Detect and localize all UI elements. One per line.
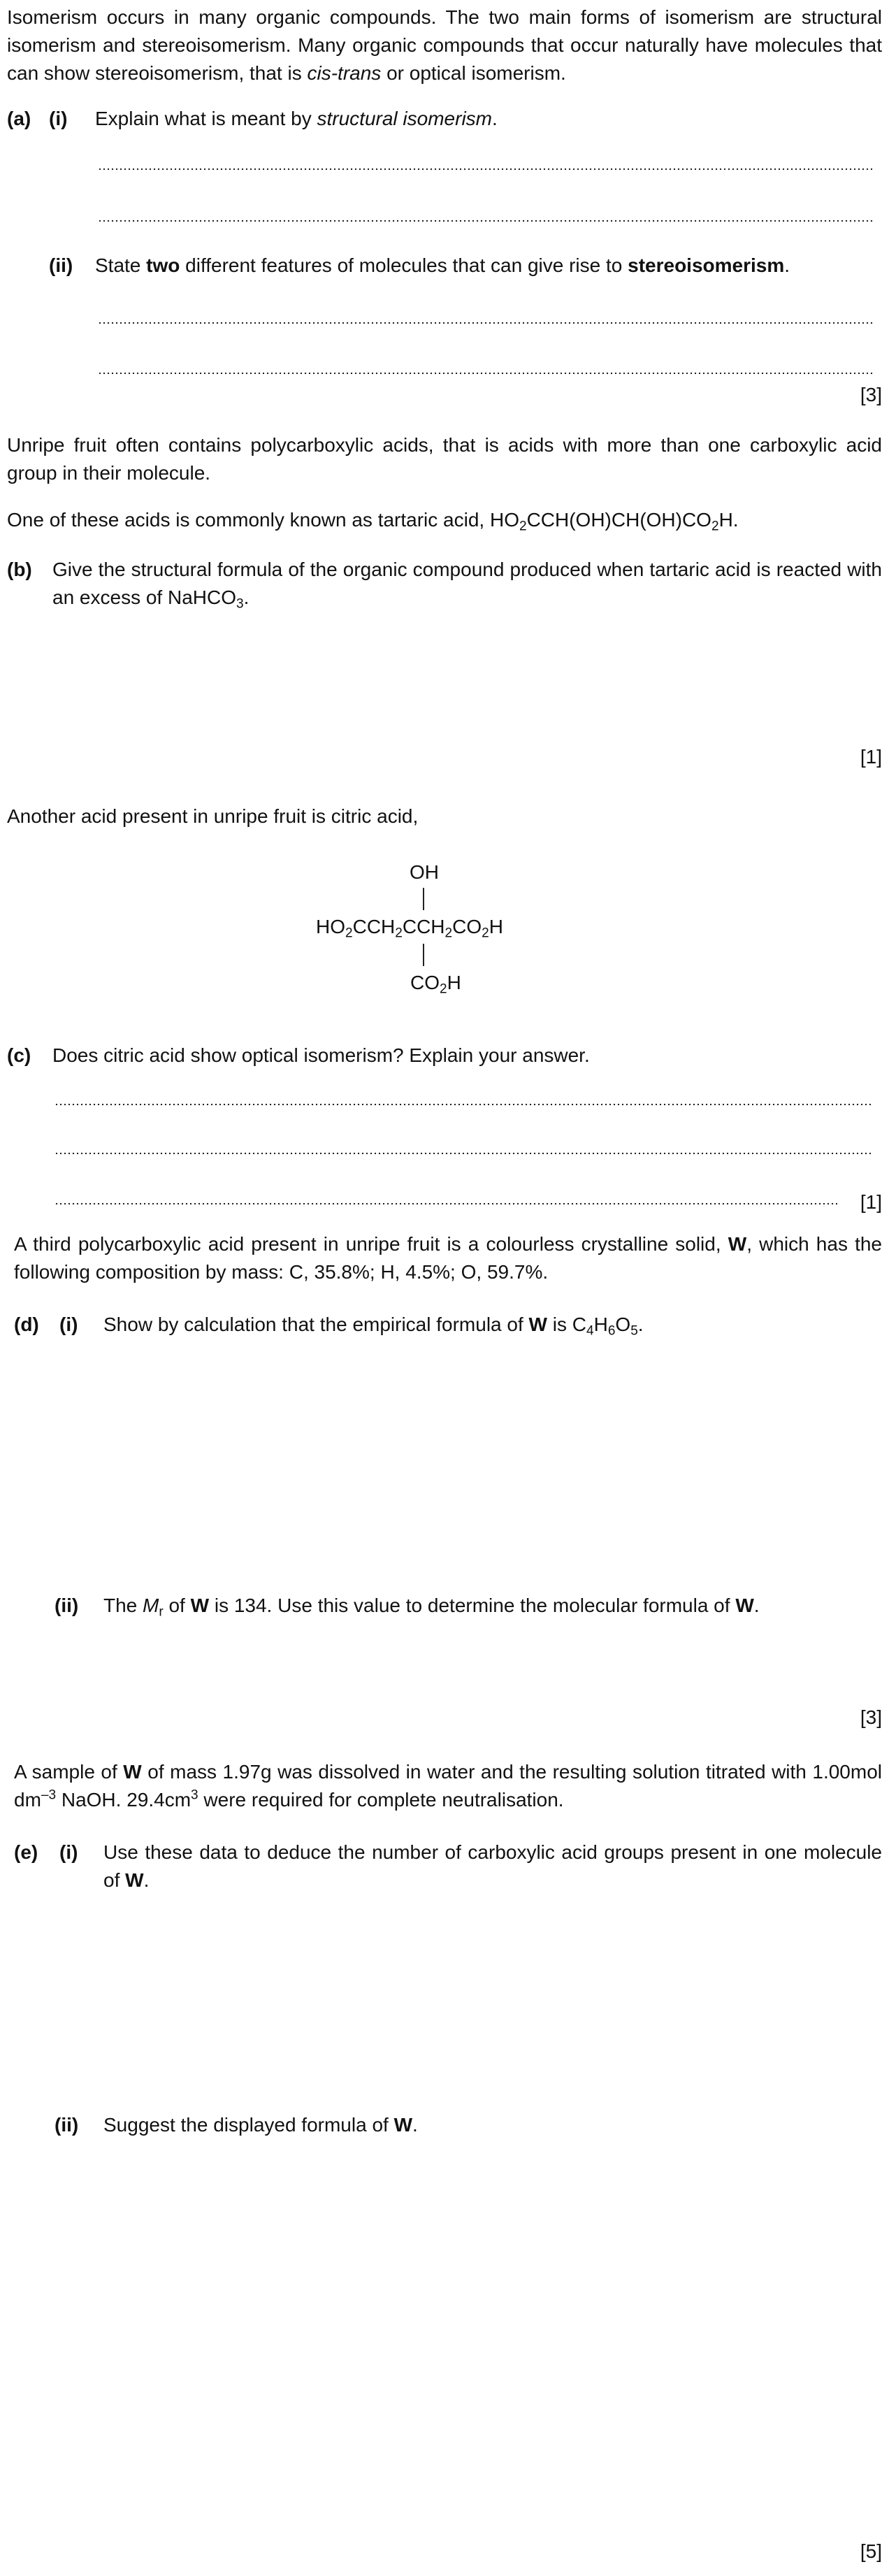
intro-text-end: or optical isomerism. xyxy=(386,62,566,84)
question-e-i-label: (i) xyxy=(59,1841,78,1863)
marks-a: [3] xyxy=(860,384,882,405)
intro-text: Isomerism occurs in many organic compounds. The two main forms of isomerism are structural isomerism and stereoisomerism. Many organic compounds that occur naturally have molecules that can show stereoisomerism, that is xyxy=(7,6,882,84)
answer-line[interactable] xyxy=(98,372,874,375)
structure-co2h: $CO_2H$ xyxy=(410,972,461,997)
marks-e: [5] xyxy=(860,2540,882,2562)
structure-oh: OH xyxy=(410,861,439,883)
question-c-label: (c) xyxy=(7,1044,31,1066)
question-e-ii-label: (ii) xyxy=(55,2114,79,2136)
context-paragraph-5: A sample of W of mass 1.97g was dissolved in water and the resulting solution titrated with 1.00mol $dm^{-3}$ NaOH. $29.4cm^3$ were required for complete neutralisation. xyxy=(14,1761,882,1811)
answer-line[interactable] xyxy=(98,168,874,171)
question-a-ii-text: State two different features of molecules that can give rise to stereoisomerism. xyxy=(95,254,790,276)
answer-line[interactable] xyxy=(98,322,874,324)
intro-italic: cis-trans xyxy=(307,62,382,84)
question-b-text: Give the structural formula of the organic compound produced when tartaric acid is reacted with an excess of NaHCO$_3$. xyxy=(52,559,882,612)
marks-b: [1] xyxy=(860,746,882,768)
question-e-label: (e) xyxy=(14,1841,38,1863)
question-e-ii-text: Suggest the displayed formula of W. xyxy=(103,2114,418,2136)
answer-line[interactable] xyxy=(55,1103,874,1106)
question-d-ii-label: (ii) xyxy=(55,1595,79,1616)
structure-main-chain: $HO_2CCH_2CCH_2CO_2H$ xyxy=(316,916,503,941)
bond-bottom xyxy=(423,944,424,966)
answer-line[interactable] xyxy=(98,220,874,222)
question-d-label: (d) xyxy=(14,1314,39,1335)
answer-line[interactable] xyxy=(55,1152,874,1155)
context-paragraph-3: Another acid present in unripe fruit is citric acid, xyxy=(7,805,419,827)
question-d-i-label: (i) xyxy=(59,1314,78,1335)
marks-c: [1] xyxy=(860,1191,882,1213)
question-a-ii-label: (ii) xyxy=(49,254,73,276)
question-b-label: (b) xyxy=(7,559,32,580)
marks-d: [3] xyxy=(860,1706,882,1728)
question-a-i-label: (i) xyxy=(49,108,68,129)
question-d-ii-text: The $M_r$ of W is 134. Use this value to determine the molecular formula of W. xyxy=(103,1595,760,1620)
question-a-label: (a) xyxy=(7,108,31,129)
intro-paragraph xyxy=(7,3,882,87)
question-e-i-text: Use these data to deduce the number of carboxylic acid groups present in one molecule of W. xyxy=(103,1841,882,1891)
context-paragraph-4: A third polycarboxylic acid present in unripe fruit is a colourless crystalline solid, W, which has the following composition by mass: C, 35.8%; H, 4.5%; O, 59.7%. xyxy=(14,1233,882,1283)
bond-top xyxy=(423,888,424,910)
question-d-i-text: Show by calculation that the empirical formula of W is $C_4H_6O_5$. xyxy=(103,1314,644,1339)
tartaric-formula: $HO_2CCH(OH)CH(OH)CO_2H$. xyxy=(489,509,739,534)
context-paragraph-2: One of these acids is commonly known as tartaric acid, $HO_2CCH(OH)CH(OH)CO_2H$. xyxy=(7,509,739,534)
context-paragraph-1: Unripe fruit often contains polycarboxylic acids, that is acids with more than one carboxylic acid group in their molecule. xyxy=(7,434,882,484)
answer-line[interactable] xyxy=(55,1202,837,1205)
question-c-text: Does citric acid show optical isomerism? Explain your answer. xyxy=(52,1044,590,1066)
question-a-i-text: Explain what is meant by structural isomerism. xyxy=(95,108,498,129)
